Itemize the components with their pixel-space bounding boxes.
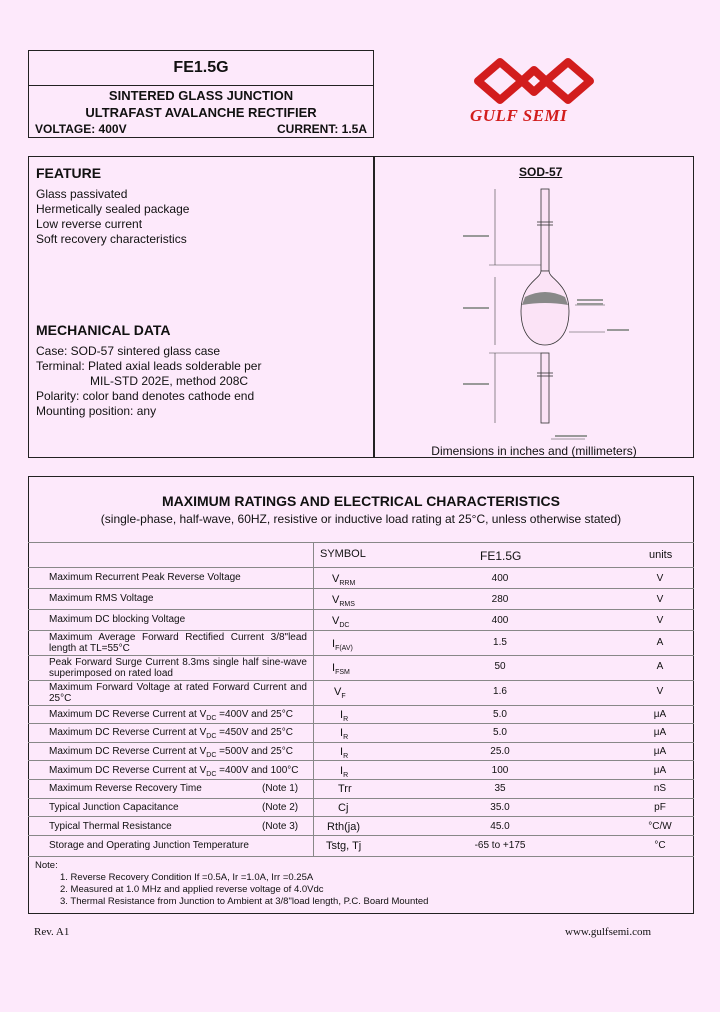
mechanical-line: Terminal: Plated axial leads solderable per xyxy=(36,359,262,373)
row-symbol: Tstg, Tj xyxy=(326,840,362,852)
row-description: Maximum Average Forward Rectified Current 3/8"lead length at TL=55°C xyxy=(49,632,307,654)
feature-heading: FEATURE xyxy=(36,165,102,181)
row-description: Maximum DC Reverse Current at $V_{DC} =400V$ and 25°C xyxy=(49,709,293,722)
row-unit: V xyxy=(656,686,664,697)
mechanical-line: Mounting position: any xyxy=(36,404,157,418)
row-value: 35.0 xyxy=(490,802,510,813)
table-divider xyxy=(28,856,694,857)
row-symbol: Rth(ja) xyxy=(327,821,361,833)
row-unit: μA xyxy=(653,765,667,776)
mechanical-line: Case: SOD-57 sintered glass case xyxy=(36,344,221,358)
mechanical-line: Polarity: color band denotes cathode end xyxy=(36,389,255,403)
row-description: Maximum DC Reverse Current at $V_{DC} =400V$ and 100°C xyxy=(49,765,299,778)
row-unit: nS xyxy=(653,783,667,794)
product-summary-box xyxy=(28,85,374,138)
part-number-box xyxy=(28,50,374,86)
row-unit: °C xyxy=(654,840,666,851)
product-line-2: ULTRAFAST AVALANCHE RECTIFIER xyxy=(85,105,317,120)
table-column-divider xyxy=(313,542,314,856)
row-symbol: $I_R$ xyxy=(340,727,349,742)
row-value: 50 xyxy=(494,661,506,672)
revision-label: Rev. A1 xyxy=(34,926,70,938)
row-unit: μA xyxy=(653,727,667,738)
row-symbol: $V_{RRM}$ xyxy=(332,573,356,588)
package-section xyxy=(374,156,694,458)
row-unit: pF xyxy=(654,802,666,813)
row-description: Maximum DC Reverse Current at $V_{DC} =500V$ and 25°C xyxy=(49,746,293,759)
row-description: Typical Thermal Resistance xyxy=(49,821,172,832)
gulf-semi-logo-icon xyxy=(470,56,598,106)
table-divider xyxy=(28,567,694,568)
row-description: Peak Forward Surge Current 8.3ms single half sine-wave superimposed on rated load xyxy=(49,657,307,679)
current-rating: CURRENT: 1.5A xyxy=(276,122,367,136)
table-divider xyxy=(28,798,694,799)
mechanical-line: MIL-STD 202E, method 208C xyxy=(90,374,249,388)
row-symbol: $I_R$ xyxy=(340,765,349,780)
row-unit: μA xyxy=(653,746,667,757)
row-symbol: $I_R$ xyxy=(340,746,349,761)
voltage-rating: VOLTAGE: 400V xyxy=(35,122,127,136)
row-description: Storage and Operating Junction Temperature xyxy=(49,840,249,851)
website-link[interactable]: www.gulfsemi.com xyxy=(565,926,652,938)
row-symbol: $I_{F(AV)}$ xyxy=(332,638,353,653)
row-unit: A xyxy=(656,661,664,672)
row-unit: V xyxy=(656,615,664,626)
table-divider xyxy=(28,723,694,724)
sod57-package-drawing-icon xyxy=(455,177,635,447)
mechanical-heading: MECHANICAL DATA xyxy=(36,322,171,338)
row-description: Maximum Recurrent Peak Reverse Voltage xyxy=(49,572,241,583)
row-description: Maximum DC Reverse Current at $V_{DC} =450V$ and 25°C xyxy=(49,727,293,740)
symbol-column-header: SYMBOL xyxy=(320,548,366,560)
table-divider xyxy=(28,705,694,706)
row-symbol: $I_R$ xyxy=(340,709,349,724)
table-divider xyxy=(28,630,694,631)
row-value: 400 xyxy=(491,573,509,584)
table-divider xyxy=(28,779,694,780)
note-item: 1. Reverse Recovery Condition If =0.5A, Ir =1.0A, Irr =0.25A xyxy=(60,872,314,883)
row-value: 25.0 xyxy=(490,746,510,757)
table-divider xyxy=(28,816,694,817)
row-value: 5.0 xyxy=(493,709,507,720)
ratings-title: MAXIMUM RATINGS AND ELECTRICAL CHARACTERISTICS xyxy=(162,493,560,509)
row-symbol: Cj xyxy=(338,802,349,814)
row-value: 400 xyxy=(491,615,509,626)
feature-item: Soft recovery characteristics xyxy=(36,232,187,246)
note-item: 2. Measured at 1.0 MHz and applied reverse voltage of 4.0Vdc xyxy=(60,884,324,895)
feature-item: Glass passivated xyxy=(36,187,128,201)
table-divider xyxy=(28,835,694,836)
row-note: (Note 2) xyxy=(262,802,299,813)
row-value: 280 xyxy=(491,594,509,605)
ratings-subtitle: (single-phase, half-wave, 60HZ, resistive or inductive load rating at 25°C, unless otherwise stated) xyxy=(100,512,622,526)
row-value: 1.5 xyxy=(493,637,507,648)
row-value: 1.6 xyxy=(493,686,507,697)
feature-section xyxy=(28,156,374,458)
brand-name: GULF SEMI xyxy=(470,106,568,125)
row-symbol: Trr xyxy=(338,783,352,795)
row-symbol: $I_{FSM}$ xyxy=(332,662,350,677)
table-divider xyxy=(28,680,694,681)
row-description: Maximum DC blocking Voltage xyxy=(49,614,186,625)
row-unit: V xyxy=(656,573,664,584)
feature-item: Low reverse current xyxy=(36,217,143,231)
feature-item: Hermetically sealed package xyxy=(36,202,190,216)
row-description: Maximum Forward Voltage at rated Forward Current and 25°C xyxy=(49,682,307,704)
row-unit: °C/W xyxy=(648,821,672,832)
row-value: -65 to +175 xyxy=(474,840,526,851)
row-symbol: $V_{DC}$ xyxy=(332,615,350,630)
row-symbol: $V_F$ xyxy=(334,686,346,701)
table-divider xyxy=(28,655,694,656)
row-note: (Note 3) xyxy=(262,821,299,832)
row-value: 5.0 xyxy=(493,727,507,738)
row-description: Typical Junction Capacitance xyxy=(49,802,179,813)
notes-heading: Note: xyxy=(35,860,58,871)
row-description: Maximum Reverse Recovery Time xyxy=(49,783,202,794)
part-number: FE1.5G xyxy=(173,59,229,76)
row-value: 45.0 xyxy=(490,821,510,832)
row-value: 100 xyxy=(491,765,509,776)
package-name: SOD-57 xyxy=(519,165,563,179)
note-item: 3. Thermal Resistance from Junction to Ambient at 3/8"load length, P.C. Board Mounted xyxy=(60,896,429,907)
row-unit: V xyxy=(656,594,664,605)
table-divider xyxy=(28,542,694,543)
table-divider xyxy=(28,742,694,743)
units-column-header: units xyxy=(649,549,673,561)
dimensions-note: Dimensions in inches and (millimeters) xyxy=(431,444,637,458)
row-unit: μA xyxy=(653,709,667,720)
row-value: 35 xyxy=(494,783,506,794)
row-symbol: $V_{RMS}$ xyxy=(332,594,355,609)
product-line-1: SINTERED GLASS JUNCTION xyxy=(108,88,294,103)
table-divider xyxy=(28,760,694,761)
table-divider xyxy=(28,588,694,589)
row-note: (Note 1) xyxy=(262,783,299,794)
row-description: Maximum RMS Voltage xyxy=(49,593,154,604)
table-divider xyxy=(28,609,694,610)
part-column-header: FE1.5G xyxy=(480,549,522,563)
row-unit: A xyxy=(656,637,664,648)
